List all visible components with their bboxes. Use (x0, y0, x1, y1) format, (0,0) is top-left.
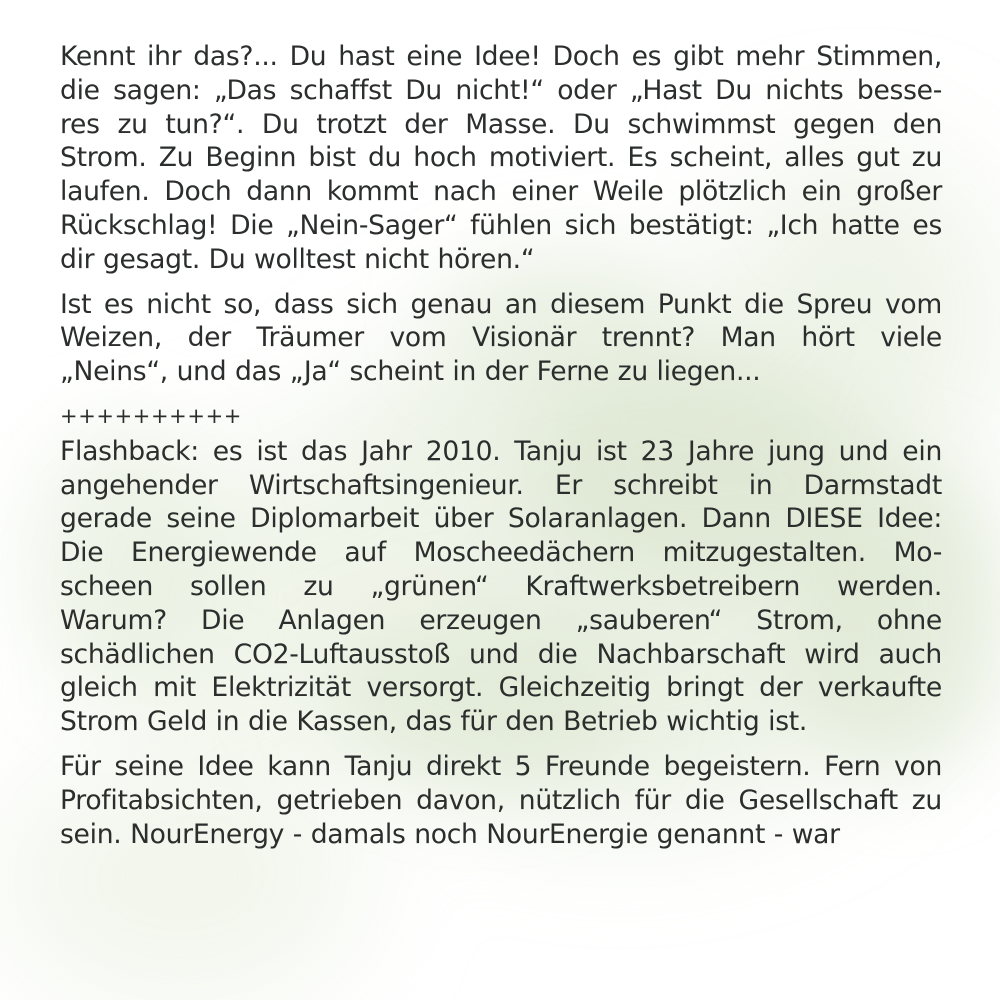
text-line: Für seine Idee kann Tanju direkt 5 Freunde begeistern. Fern von (60, 750, 942, 782)
text-line: laufen. Doch dann kommt nach einer Weile plötzlich ein großer (60, 176, 942, 208)
text-line: Rückschlag! Die „Nein-Sager“ fühlen sich bestätigt: „Ich hatte es (60, 209, 942, 241)
text-line: die sagen: „Das schaffst Du nicht!“ oder „Hast Du nichts besse- (60, 74, 942, 106)
section-separator: ++++++++++ (60, 403, 242, 428)
text-line: sein. NourEnergy - damals noch NourEnergie genannt - war (60, 818, 840, 850)
text-line: angehender Wirtschaftsingenieur. Er schreibt in Darmstadt (60, 469, 942, 501)
text-line: Ist es nicht so, dass sich genau an diesem Punkt die Spreu vom (60, 288, 942, 320)
text-line: Strom. Zu Beginn bist du hoch motiviert. Es scheint, alles gut zu (60, 142, 942, 174)
text-line: Flashback: es ist das Jahr 2010. Tanju ist 23 Jahre jung und ein (60, 435, 942, 467)
text-line: Kennt ihr das?... Du hast eine Idee! Doch es gibt mehr Stimmen, (60, 41, 942, 72)
text-line: „Neins“, und das „Ja“ scheint in der Ferne zu liegen... (60, 356, 761, 388)
text-line: Strom Geld in die Kassen, das für den Betrieb wichtig ist. (60, 706, 808, 738)
text-line: scheen sollen zu „grünen“ Kraftwerksbetreibern werden. (60, 570, 942, 602)
paragraph-intro (60, 40, 942, 277)
text-line: gleich mit Elektrizität versorgt. Gleichzeitig bringt der verkaufte (60, 672, 942, 704)
text-line: dir gesagt. Du wolltest nicht hören.“ (60, 243, 535, 275)
text-line: Profitabsichten, getrieben davon, nützlich für die Gesellschaft zu (60, 784, 942, 816)
paragraph-flashback (60, 435, 942, 739)
article-text (60, 40, 942, 862)
text-line: Weizen, der Träumer vom Visionär trennt? Man hört viele (60, 322, 942, 354)
text-line: Die Energiewende auf Moscheedächern mitzugestalten. Mo- (60, 537, 942, 569)
text-line: gerade seine Diplomarbeit über Solaranlagen. Dann DIESE Idee: (60, 503, 942, 535)
paragraph-friends (60, 750, 942, 851)
text-line: res zu tun?“. Du trotzt der Masse. Du schwimmst gegen den (60, 108, 942, 140)
text-line: schädlichen CO2-Luftausstoß und die Nachbarschaft wird auch (60, 638, 942, 670)
text-line: Warum? Die Anlagen erzeugen „sauberen“ Strom, ohne (60, 604, 942, 636)
paragraph-question (60, 288, 942, 389)
